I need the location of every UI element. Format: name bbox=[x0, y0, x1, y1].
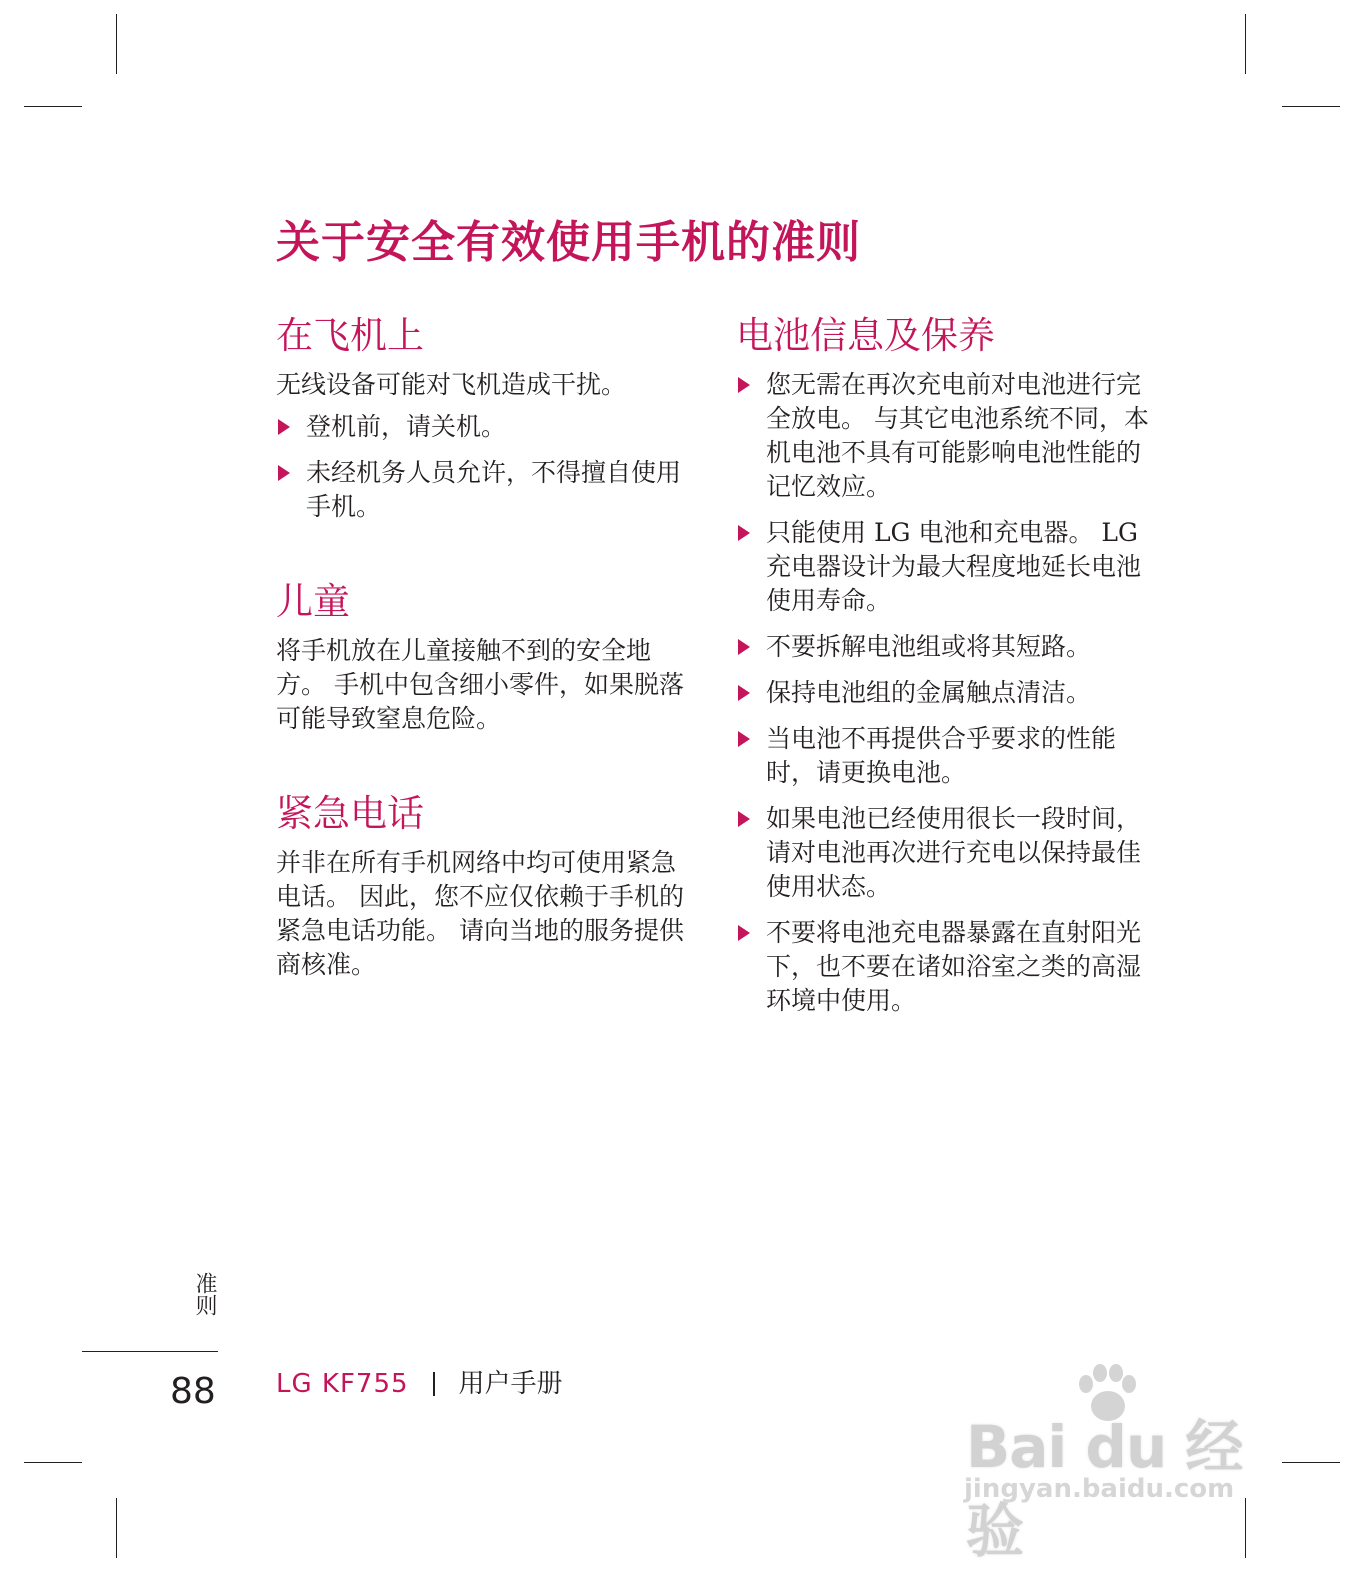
bullet-item bbox=[736, 368, 1156, 504]
bullet-text: 未经机务人员允许，不得擅自使用手机。 bbox=[306, 458, 682, 521]
battery-section bbox=[736, 312, 1156, 1018]
bullet-text: 如果电池已经使用很长一段时间，请对电池再次进行充电以保持最佳使用状态。 bbox=[766, 804, 1142, 901]
section-heading: 儿童 bbox=[276, 580, 350, 623]
bullet-text: 不要拆解电池组或将其短路。 bbox=[766, 632, 1092, 661]
bullet-triangle-icon bbox=[738, 525, 750, 541]
bullet-item bbox=[736, 722, 1156, 790]
baidu-watermark bbox=[960, 1360, 1280, 1565]
bullet-triangle-icon bbox=[738, 377, 750, 393]
bullet-triangle-icon bbox=[738, 639, 750, 655]
bullet-triangle-icon bbox=[278, 419, 290, 435]
footer-manual-label: 用户手册 bbox=[458, 1369, 563, 1399]
bullet-text: 只能使用 LG 电池和充电器。 LG 充电器设计为最大程度地延长电池使用寿命。 bbox=[766, 518, 1142, 615]
crop-mark bbox=[116, 14, 117, 74]
page-number: 88 bbox=[170, 1371, 216, 1412]
bullet-text: 登机前，请关机。 bbox=[306, 412, 507, 441]
crop-mark bbox=[24, 106, 82, 107]
left-column bbox=[276, 312, 696, 1036]
bullet-triangle-icon bbox=[738, 685, 750, 701]
section-intro: 无线设备可能对飞机造成干扰。 bbox=[276, 370, 627, 399]
bullet-item bbox=[736, 676, 1156, 710]
section-heading: 紧急电话 bbox=[276, 792, 424, 835]
bullet-text: 保持电池组的金属触点清洁。 bbox=[766, 678, 1092, 707]
bullet-item bbox=[736, 802, 1156, 904]
section-heading: 电池信息及保养 bbox=[736, 314, 995, 357]
section-text: 并非在所有手机网络中均可使用紧急电话。 因此，您不应仅依赖于手机的紧急电话功能。 请向当地的服务提供商核准。 bbox=[276, 848, 684, 979]
crop-mark bbox=[116, 1498, 117, 1558]
bullet-text: 不要将电池充电器暴露在直射阳光下，也不要在诸如浴室之类的高湿环境中使用。 bbox=[766, 918, 1142, 1015]
section-heading: 在飞机上 bbox=[276, 314, 424, 357]
right-column bbox=[736, 312, 1156, 1072]
bullet-list bbox=[736, 368, 1156, 1018]
bullet-item bbox=[276, 410, 696, 444]
watermark-url: jingyan.baidu.com bbox=[964, 1474, 1235, 1504]
side-chapter-label: 准则 bbox=[192, 1272, 217, 1316]
children-section bbox=[276, 578, 696, 736]
crop-mark bbox=[1282, 106, 1340, 107]
airplane-section bbox=[276, 312, 696, 524]
bullet-triangle-icon bbox=[278, 465, 290, 481]
crop-mark bbox=[1282, 1462, 1340, 1463]
emergency-section bbox=[276, 790, 696, 982]
bullet-item bbox=[736, 916, 1156, 1018]
footer-separator bbox=[433, 1372, 435, 1396]
crop-mark bbox=[1245, 14, 1246, 74]
footer-divider bbox=[82, 1351, 218, 1352]
section-text: 将手机放在儿童接触不到的安全地方。 手机中包含细小零件，如果脱落可能导致窒息危险。 bbox=[276, 636, 684, 733]
bullet-item bbox=[276, 456, 696, 524]
footer-brand: LG KF755 bbox=[276, 1369, 409, 1399]
bullet-text: 您无需在再次充电前对电池进行完全放电。 与其它电池系统不同，本机电池不具有可能影响电池性能的记忆效应。 bbox=[766, 370, 1149, 501]
bullet-item bbox=[736, 630, 1156, 664]
bullet-text: 当电池不再提供合乎要求的性能时，请更换电池。 bbox=[766, 724, 1117, 787]
watermark-logo: Bai du 经验 bbox=[966, 1413, 1243, 1565]
bullet-triangle-icon bbox=[738, 925, 750, 941]
crop-mark bbox=[24, 1462, 82, 1463]
bullet-list bbox=[276, 410, 696, 524]
bullet-triangle-icon bbox=[738, 731, 750, 747]
page-title: 关于安全有效使用手机的准则 bbox=[276, 217, 861, 269]
bullet-triangle-icon bbox=[738, 811, 750, 827]
bullet-item bbox=[736, 516, 1156, 618]
footer bbox=[276, 1366, 563, 1402]
